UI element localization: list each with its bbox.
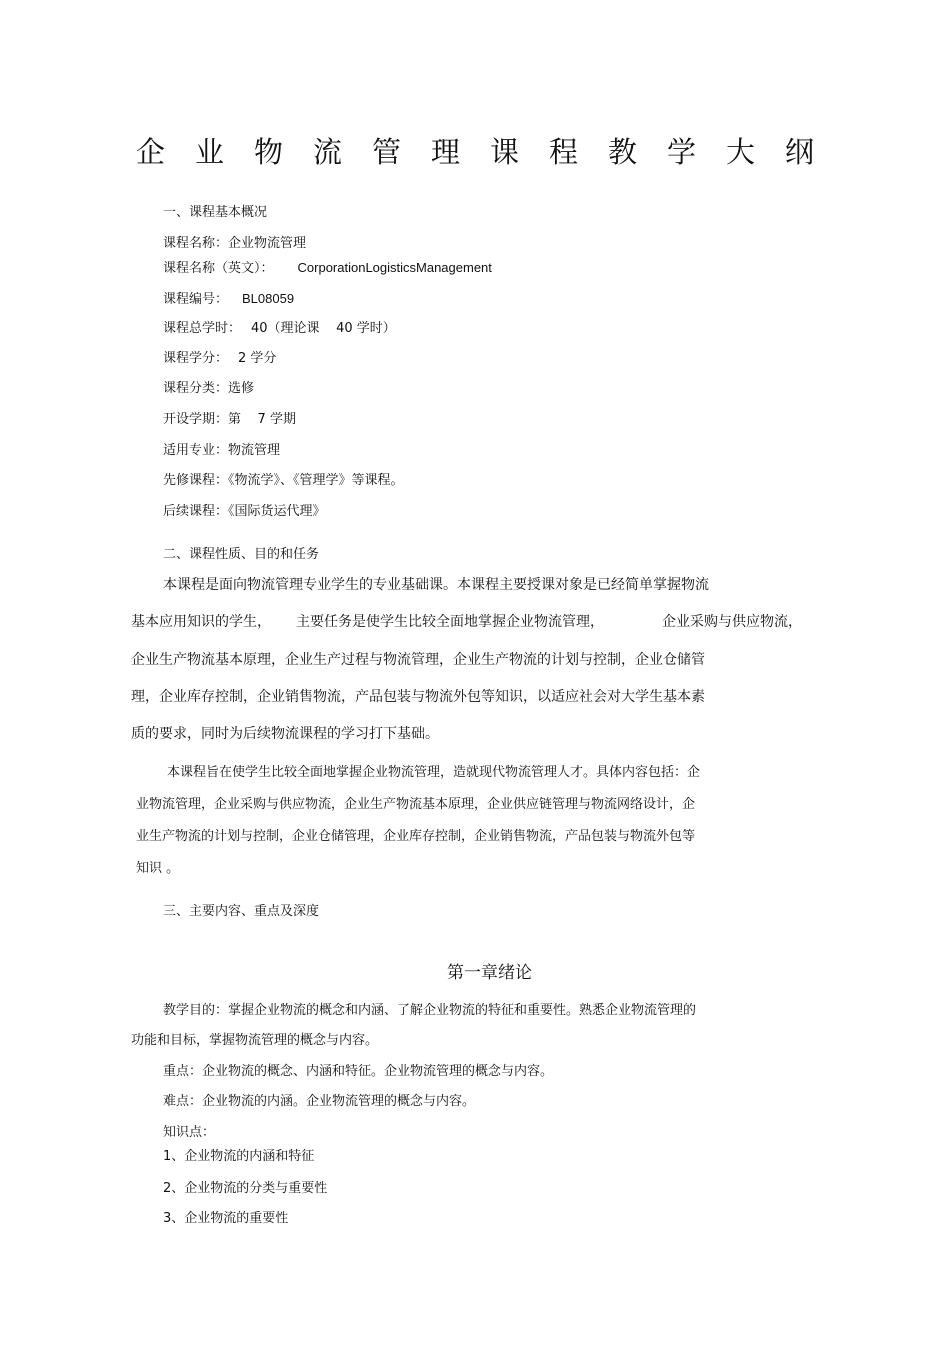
field-label: 课程编号： [163, 292, 229, 307]
chapter-title: 第一章绪论 [447, 963, 532, 983]
field-major [163, 442, 280, 460]
knowledge-label: 知识点： [163, 1125, 216, 1140]
difficulties: 难点：企业物流的内涵。企业物流管理的概念与内容。 [163, 1094, 476, 1109]
field-label: 课程分类： [163, 381, 229, 396]
field-value: 物流管理 [228, 443, 281, 458]
section-heading-1: 一、课程基本概况 [163, 205, 268, 220]
field-label: 课程名称（英文）： [163, 261, 274, 276]
key-points: 重点：企业物流的概念、内涵和特征。企业物流管理的概念与内容。 [163, 1064, 554, 1079]
field-follow-up [163, 503, 326, 521]
field-label: 课程总学时： [163, 321, 242, 336]
field-label: 开设学期： [163, 412, 229, 427]
teaching-aim-line: 功能和目标，掌握物流管理的概念与内容。 [131, 1033, 379, 1048]
field-label: 课程名称： [163, 236, 229, 251]
section-heading-2: 二、课程性质、目的和任务 [163, 547, 320, 562]
para2-line: 知识 。 [136, 861, 180, 876]
field-total-hours [163, 320, 396, 338]
knowledge-item: 2、企业物流的分类与重要性 [163, 1181, 328, 1196]
field-label: 后续课程： [163, 504, 229, 519]
para2-line: 本课程旨在使学生比较全面地掌握企业物流管理，造就现代物流管理人才。具体内容包括：企 [167, 765, 701, 780]
para2-line: 业物流管理，企业采购与供应物流，企业生产物流基本原理，企业供应链管理与物流网络设计，企 [136, 797, 696, 812]
para1-line: 企业生产物流基本原理，企业生产过程与物流管理，企业生产物流的计划与控制，企业仓储管 [131, 652, 705, 668]
para1-line: 本课程是面向物流管理专业学生的专业基础课。本课程主要授课对象是已经简单掌握物流 [163, 577, 709, 593]
field-label: 适用专业： [163, 443, 229, 458]
field-value: 《国际货运代理》 [228, 504, 326, 519]
field-category [163, 380, 254, 398]
para1-line: 主要任务是使学生比较全面地掌握企业物流管理， [296, 614, 604, 630]
field-course-name [163, 235, 306, 253]
field-prerequisites [163, 472, 404, 490]
field-value: 40（理论课 40 学时） [251, 321, 396, 336]
para2-line: 业生产物流的计划与控制，企业仓储管理，企业库存控制，企业销售物流，产品包装与物流外包等 [136, 829, 696, 844]
section-heading-3: 三、主要内容、重点及深度 [163, 904, 320, 919]
field-label: 课程学分： [163, 351, 229, 366]
field-value: 2 学分 [238, 351, 277, 366]
field-value: CorporationLogisticsManagement [297, 260, 492, 275]
knowledge-item: 3、企业物流的重要性 [163, 1211, 289, 1226]
field-value: BL08059 [242, 291, 295, 306]
field-semester [163, 411, 296, 429]
field-credits [163, 350, 276, 368]
field-value: 《物流学》、《管理学》等课程。 [228, 473, 404, 488]
para1-line: 企业采购与供应物流， [662, 614, 802, 630]
field-value: 企业物流管理 [228, 236, 307, 251]
knowledge-item: 1、企业物流的内涵和特征 [163, 1149, 315, 1164]
para1-line: 理，企业库存控制，企业销售物流，产品包装与物流外包等知识，以适应社会对大学生基本素 [131, 689, 705, 705]
field-value: 选修 [228, 381, 255, 396]
field-label: 先修课程： [163, 473, 229, 488]
field-value: 第 7 学期 [228, 412, 296, 427]
para1-line: 基本应用知识的学生， [131, 614, 271, 630]
teaching-aim-line: 教学目的：掌握企业物流的概念和内涵、了解企业物流的特征和重要性。熟悉企业物流管理的 [163, 1003, 697, 1018]
field-course-name-en [163, 259, 492, 278]
page-title: 企业物流管理课程教学大纲 [136, 135, 845, 169]
para1-line: 质的要求，同时为后续物流课程的学习打下基础。 [131, 726, 439, 742]
field-course-code [163, 290, 294, 309]
